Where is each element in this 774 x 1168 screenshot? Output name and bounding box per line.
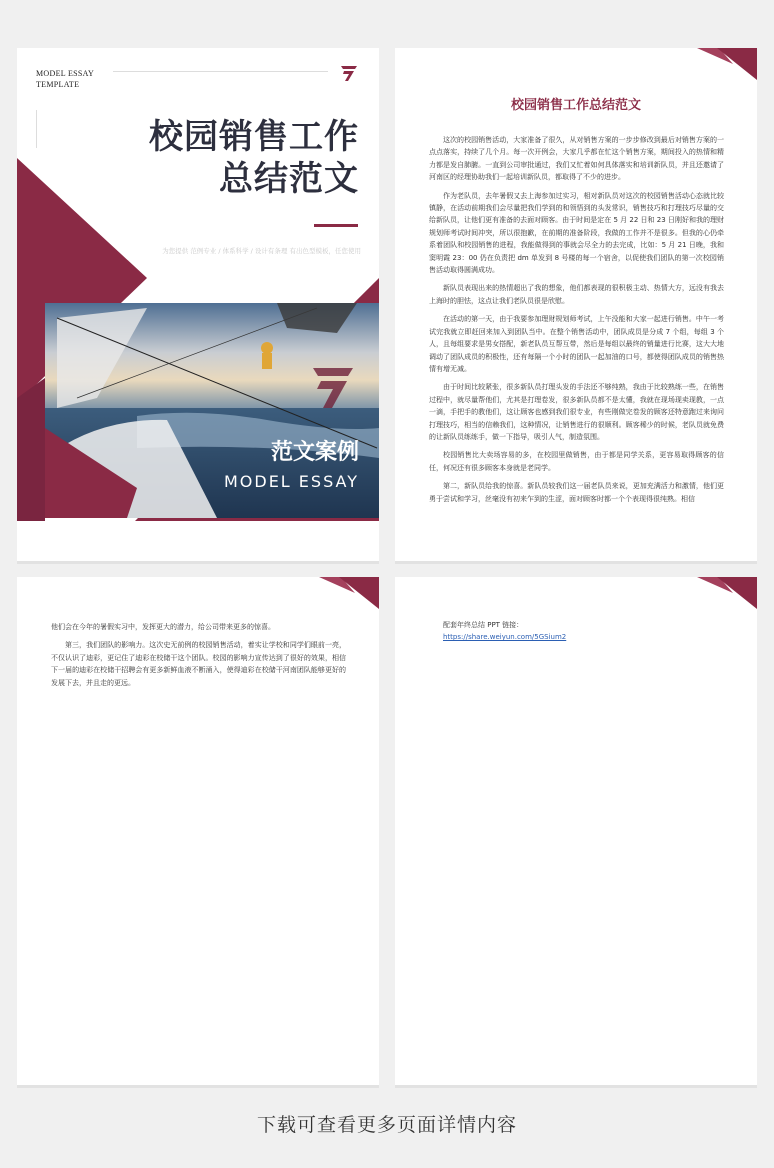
- brand-line-1: MODEL ESSAY: [36, 69, 95, 78]
- essay-paragraph: 新队员表现出来的热情超出了我的想象，他们都表现的很积极主动、热情大方，远没有我去上海时的胆怯，这点让我们老队员很是欣慰。: [429, 284, 724, 305]
- brand-text: [36, 68, 94, 90]
- essay-page-1: [395, 48, 757, 561]
- brand-logo-icon: [339, 64, 359, 82]
- essay-paragraph: 作为老队员，去年暑假又去上海参加过实习，相对新队员对这次的校园销售活动心态就比较镇静，在活动前期我们会尽量把我们学到的和领悟到的头发常识，销售技巧和打理技巧尽量的交给新队员，让他们更有准备的去面对顾客。由于时间是定在 5 月 22 日和 23 日刚好和我的理财规划师考试时间冲突，所以很抱歉，在前期的准备阶段，我做的工作并不是很多。但我的心仍牵系着团队和校园销售的进程，我能做得到的事就会尽全力的去完成，比如：5 月 21 日晚，我和窦明霞 23：00 仍在负责把 dm 单发到 8 号楼的每一个宿舍，以促使我们团队的第一次校园销售活动取得圆满成功。: [429, 191, 724, 275]
- essay-body-continued: [51, 621, 346, 695]
- brand-line-2: TEMPLATE: [36, 80, 80, 89]
- essay-paragraph: 由于时间比较紧张，很多新队员打理头发的手法还不够纯熟，我由于比较熟练一些，在销售过程中，就尽量帮他们，尤其是打理卷发，很多新队员都不是太懂，我就在现场现卖现教，一点一滴，手把手的教他们，这让顾客也感到我们很专业，有些刚做完卷发的顾客还特意跑过来询问打理技巧，相当的信赖我们，这种情况，让销售进行的很顺利。顾客稀少的时候，老队员就免费的让新队员练练手，做一下指导，吸引人气，制造氛围。: [429, 383, 724, 441]
- corner-decoration: [697, 48, 757, 80]
- essay-paragraph: 在活动的第一天，由于我要参加理财规划师考试，上午没能和大家一起进行销售。中午一考试完我就立即赶回来加入到团队当中。在整个销售活动中，团队成员是分成 7 个组，每组 3 个人，且每组要求是男女搭配，新老队员互帮互带，然后是每组以最终的销量进行比赛，这大大地调动了团队成员的积极性，还有每隔一个小时的团队一起加油的口号，都使得团队成员的销售热情有增无减。: [429, 315, 724, 373]
- corner-decoration: [319, 577, 379, 609]
- essay-paragraph: 他们会在今年的暑假实习中，发挥更大的潜力，给公司带来更多的惊喜。: [51, 623, 275, 631]
- cover-label-cn: 范文案例: [270, 440, 359, 465]
- essay-paragraph: 第二，新队员给我的惊喜。新队员较我们这一届老队员来说，更加充满活力和激情，他们更勇于尝试和学习，丝毫没有初来乍到的生涩，面对顾客时都一个个表现得很纯熟。相信: [429, 482, 724, 503]
- cover-subtitle: 为您提供 范例专业 / 体系科学 / 设计有条理 有出色型模板，任您使用: [162, 247, 361, 255]
- essay-paragraph: 第三，我们团队的影响力。这次史无前例的校园销售活动，着实让学校和同学们眼前一亮，不仅认识了迪彩，更记住了迪彩在校储干这个团队。校园的影响力宣传达到了很好的效果，相信下一届的迪彩在校储干招聘会有更多新鲜血液不断涌入，使得迪彩在校储干河南团队能够更好的发展下去，并且走的更远。: [51, 641, 346, 687]
- cover-title-line-1: 校园销售工作: [149, 117, 359, 157]
- cover-page: [17, 48, 379, 561]
- download-more-caption: 下载可查看更多页面详情内容: [256, 1114, 517, 1136]
- ppt-link[interactable]: https://share.weiyun.com/5GSium2: [443, 633, 567, 641]
- cover-artwork: [17, 158, 379, 561]
- ppt-link-label: 配套年终总结 PPT 链接：: [443, 621, 524, 629]
- cover-label-en: MODEL ESSAY: [223, 472, 359, 491]
- essay-page-2: [17, 577, 379, 1085]
- header-divider: [113, 71, 328, 72]
- vertical-divider: [36, 110, 37, 148]
- essay-body: [429, 134, 724, 511]
- cover-title-line-2: 总结范文: [219, 159, 359, 199]
- essay-paragraph: 这次的校园销售活动，大家准备了很久，从对销售方案的一步步修改到最后对销售方案的一点点落实，持续了几个月。每一次开例会，大家几乎都在忙这个销售方案，期间投入的热情和精力都是发自肺腑。一直到公司审批通过，我们又忙着如何具体落实和培训新队员，并且还邀请了河南区的经理协助我们一起培训新队员，都取得了不少的进步。: [429, 136, 724, 182]
- corner-decoration: [697, 577, 757, 609]
- essay-title: 校园销售工作总结范文: [510, 98, 641, 113]
- ppt-link-block: [443, 619, 566, 643]
- link-page: [395, 577, 757, 1085]
- essay-paragraph: 校园销售比大卖场容易的多，在校园里做销售，由于都是同学关系，更容易取得顾客的信任，何况还有很多顾客本身就是老同学。: [429, 451, 724, 472]
